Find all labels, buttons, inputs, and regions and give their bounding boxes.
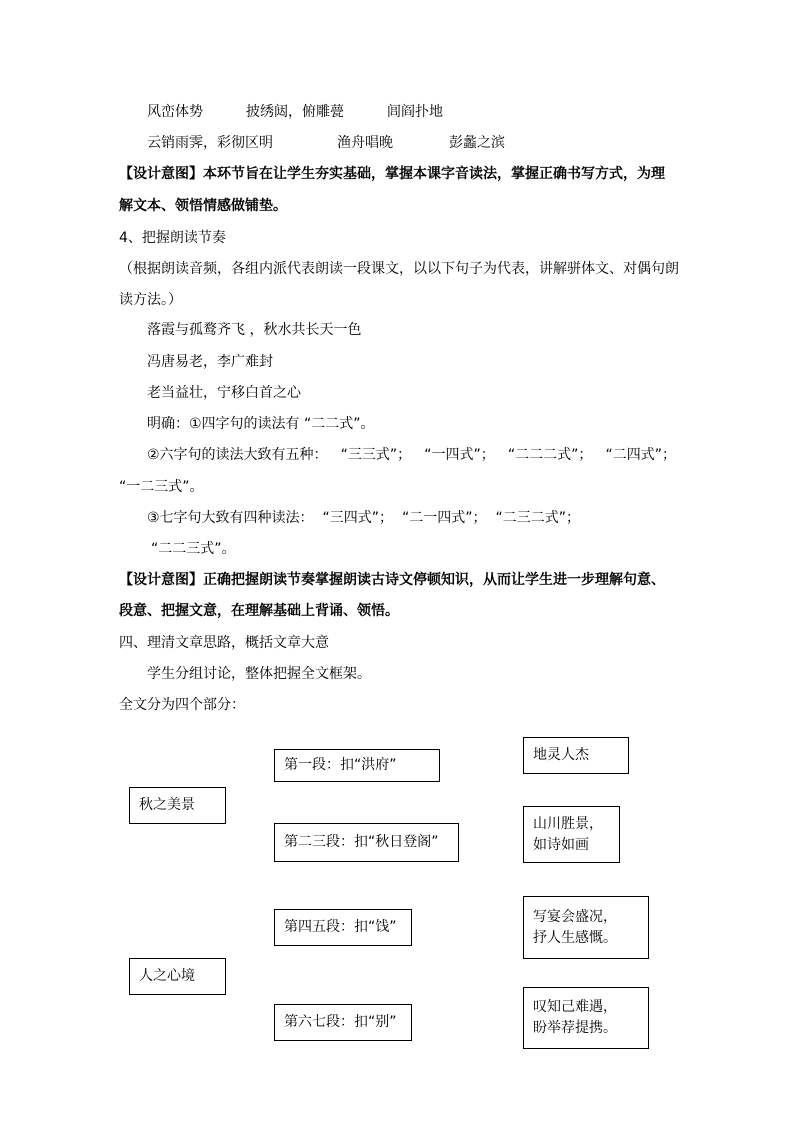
design-intent-line: 【设计意图】本环节旨在让学生夯实基础，掌握本课字音读法，掌握正确书写方式，为理 [119, 166, 665, 182]
intro-text: 全文分为四个部分： [119, 697, 245, 713]
rule-pattern: “二三二式”； [495, 510, 580, 526]
summary-line: 地灵人杰 [533, 747, 589, 763]
example-sentence: 老当益壮，宁移白首之心 [147, 385, 301, 401]
theme-box [129, 787, 226, 824]
rule-pattern: “三三式”； [340, 447, 412, 463]
summary-box [523, 737, 629, 774]
instruction-note: 读方法。） [119, 292, 182, 308]
section-box [274, 823, 459, 862]
design-intent-line: 段意、把握文意，在理解基础上背诵、领悟。 [119, 603, 399, 619]
rule-seven-char [147, 508, 580, 528]
rule-pattern: “二二三式”。 [151, 541, 236, 557]
summary-line: 写宴会盛况， [533, 908, 617, 925]
rule-pattern: “一四式”； [424, 447, 495, 463]
vocab-term: 云销雨霁，彩彻区明 [147, 135, 273, 151]
theme-label: 秋之美景 [139, 797, 195, 813]
section-heading: 四、理清文章思路，概括文章大意 [119, 635, 329, 651]
rule-lead: ②六字句的读法大致有五种： [147, 447, 328, 463]
summary-line: 抒人生感慨。 [533, 929, 617, 946]
section-box [274, 909, 412, 946]
summary-line: 山川胜景， [533, 815, 603, 832]
section-label: 第六七段：扣“别” [284, 1014, 397, 1030]
rule-four-char: 明确：①四字句的读法有 “二二式”。 [147, 416, 375, 432]
summary-line: 盼举荐提携。 [533, 1020, 617, 1036]
rule-pattern: “二一四式”； [401, 510, 487, 526]
design-intent-line: 解文本、领悟情感做铺垫。 [119, 198, 287, 214]
theme-label: 人之心境 [139, 968, 195, 984]
vocab-term: 闾阎扑地 [387, 104, 443, 120]
vocab-term: 披绣闼，俯雕甍 [246, 104, 344, 120]
rule-pattern: “二二二式”； [507, 447, 593, 463]
theme-box [129, 958, 226, 995]
summary-box [523, 806, 620, 863]
summary-line: 如诗如画 [533, 836, 589, 853]
rule-pattern: “一二三式”。 [119, 479, 204, 495]
instruction-note: （根据朗读音频，各组内派代表朗读一段课文，以以下句子为代表，讲解骈体文、对偶句朗 [119, 261, 679, 277]
section-box [274, 749, 440, 782]
summary-box [523, 896, 649, 959]
vocab-term: 风峦体势 [147, 104, 203, 120]
rule-pattern: “三四式”； [322, 510, 394, 526]
section-heading: 4、把握朗读节奏 [119, 230, 226, 246]
section-label: 第四五段：扣“饯” [284, 919, 397, 935]
example-sentence: 落霞与孤鹜齐飞 ，秋水共长天一色 [147, 322, 362, 338]
design-intent-line: 【设计意图】正确把握朗读节奏掌握朗读古诗文停顿知识，从而让学生进一步理解句意、 [119, 572, 665, 588]
rule-lead: ③七字句大致有四种读法： [147, 510, 314, 526]
example-sentence: 冯唐易老，李广难封 [147, 354, 273, 370]
rule-six-char [147, 445, 676, 465]
activity-text: 学生分组讨论，整体把握全文框架。 [147, 666, 371, 682]
vocab-term: 渔舟唱晚 [337, 135, 393, 151]
section-label: 第二三段：扣“秋日登阁” [284, 834, 439, 850]
summary-box [523, 987, 649, 1049]
vocab-term: 彭蠡之滨 [449, 135, 505, 151]
section-label: 第一段：扣“洪府” [284, 757, 397, 773]
section-box [274, 1004, 412, 1041]
rule-pattern: “二四式”； [605, 447, 676, 463]
summary-line: 叹知己难遇， [533, 999, 617, 1015]
